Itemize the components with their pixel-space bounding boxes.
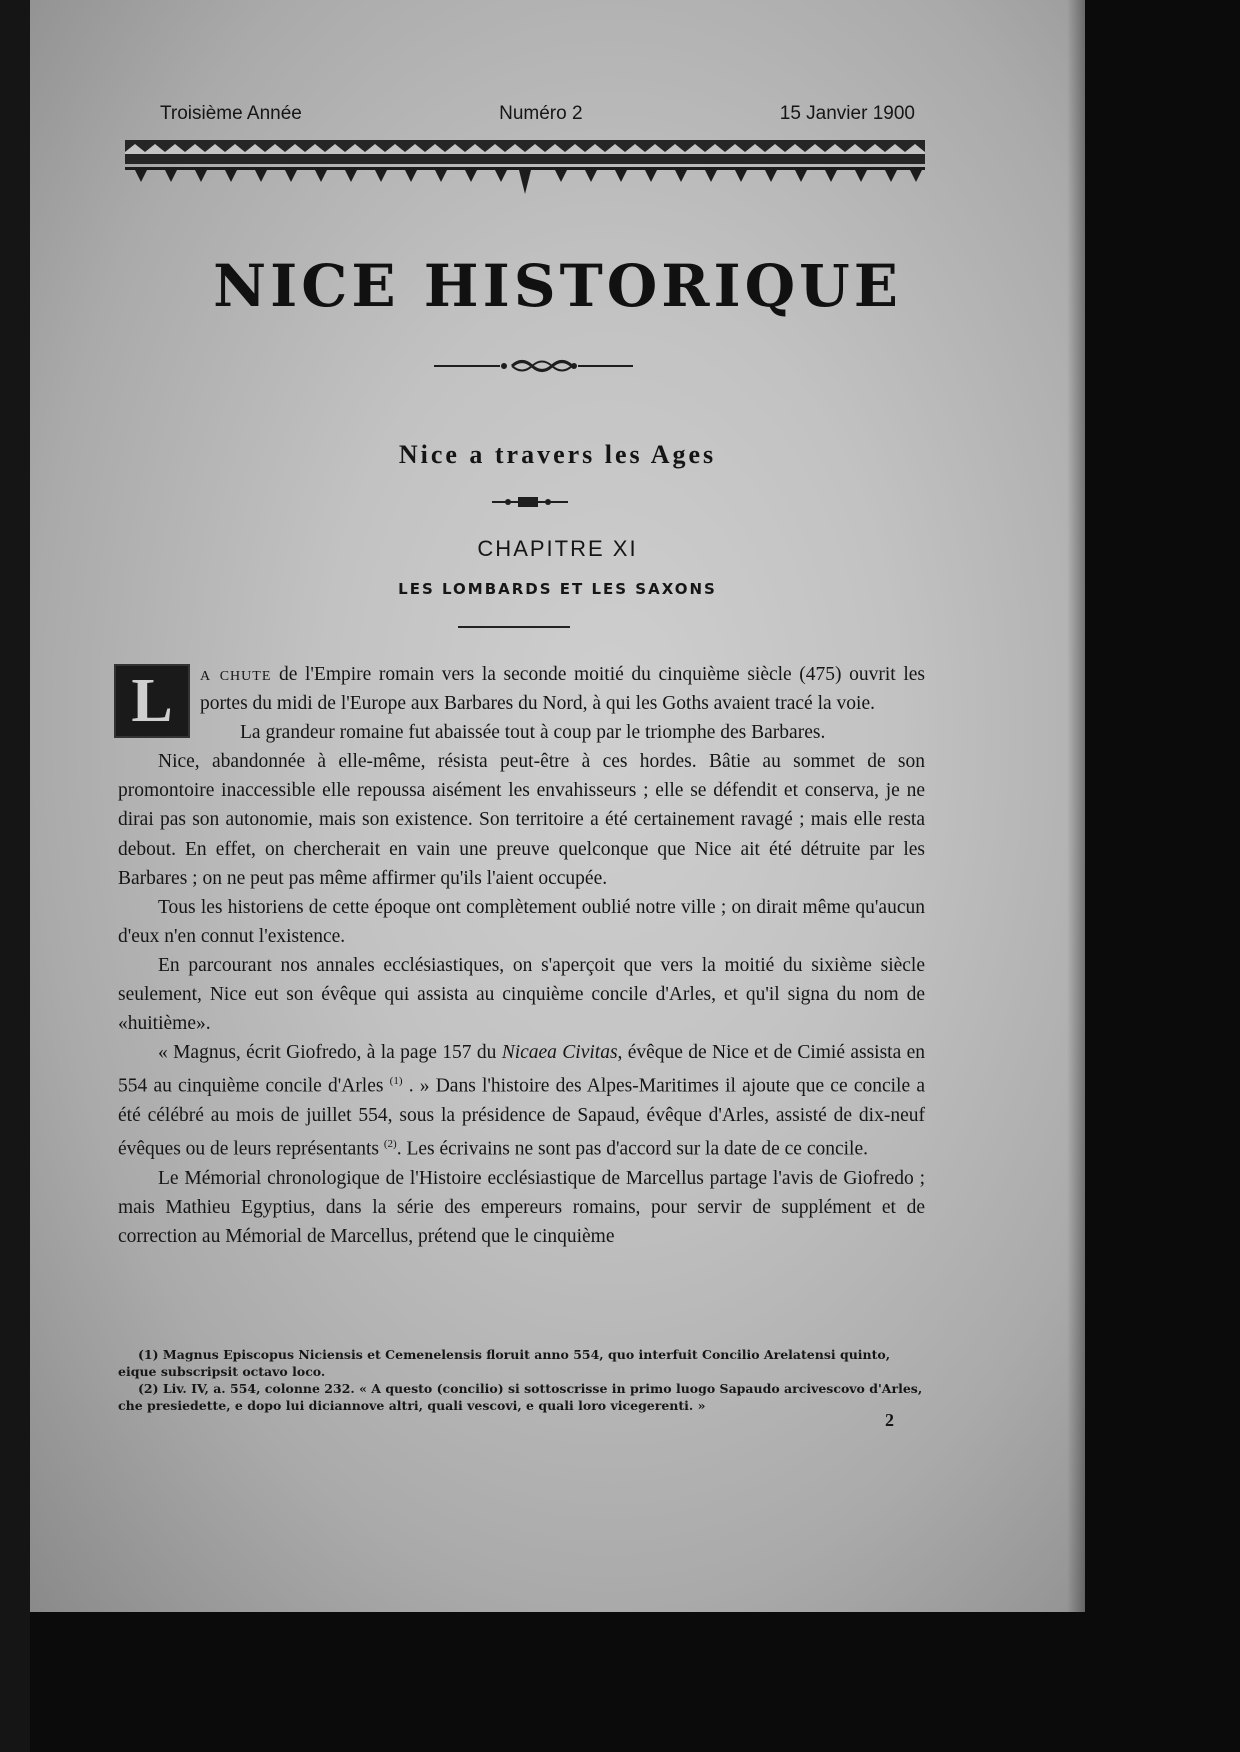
footnotes (118, 1346, 925, 1414)
header-year: Troisième Année (160, 103, 302, 124)
page-shadow (1067, 0, 1085, 1612)
paragraph: Tous les historiens de cette époque ont complètement oublié notre ville ; on dirait même qu'aucun d'eux n'en connut l'existence. (118, 896, 925, 947)
footnote: (1) Magnus Episcopus Niciensis et Cemenelensis floruit anno 554, quo interfuit Concilio Arelatensi quinto, eique subscripsit octavo loco. (118, 1347, 891, 1379)
paragraph: Le Mémorial chronologique de l'Histoire ecclésiastique de Marcellus partage l'avis de Giofredo ; mais Mathieu Egyptius, dans la série des empereurs romains, pour servir de supplément et de correction au Mémorial de Marcellus, prétend que le cinquième (118, 1167, 925, 1247)
running-header (160, 103, 915, 125)
paragraph-text: de l'Empire romain vers la seconde moitié du cinquième siècle (475) ouvrit les portes du midi de l'Europe aux Barbares du Nord, à qui les Goths avaient tracé la voie. (200, 664, 925, 715)
header-issue: Numéro 2 (499, 103, 583, 124)
paragraph-text: . Les écrivains ne sont pas d'accord sur la date de ce concile. (396, 1138, 869, 1160)
drop-cap: L (114, 664, 190, 738)
page-number: 2 (885, 1410, 894, 1430)
chapter-subtitle: LES LOMBARDS ET LES SAXONS (398, 580, 717, 598)
footnote-ref: (2) (383, 1138, 397, 1150)
header-date: 15 Janvier 1900 (779, 103, 915, 124)
printed-page (30, 0, 1085, 1612)
rule (458, 626, 570, 628)
small-divider (30, 494, 1085, 510)
book-title: Nicaea Civitas (501, 1042, 618, 1064)
footnote-ref: (1) (389, 1075, 403, 1088)
footnote: (2) Liv. IV, a. 554, colonne 232. « A questo (concilio) si sottoscrisse in primo luogo Sapaudo arcivescovo d'Arles, che presiedette, e dopo lui diciannove altri, quali vescovi, e quali loro vicegerenti. » (118, 1381, 923, 1413)
scan-border (0, 0, 30, 1752)
flourish-divider (30, 356, 1085, 376)
lead-in: a chute (200, 664, 272, 685)
paragraph-text: , évêque de Nice et de Cimié assista en 554 au cinquième concile d'Arles (118, 1042, 925, 1097)
paragraph-text: « Magnus, écrit Giofredo, à la page 157 du (158, 1042, 502, 1064)
ornamental-border (125, 140, 925, 198)
article-body (118, 660, 925, 1251)
paragraph-text: . » Dans l'histoire des Alpes-Maritimes il ajoute que ce concile a été célébré au mois de juillet 554, sous la présidence de Sapaud, évêque d'Arles, assisté de dix-neuf évêques ou de leurs représentants (118, 1075, 925, 1160)
paragraph: En parcourant nos annales ecclésiastiques, on s'aperçoit que vers la moitié du sixième siècle seulement, Nice eut son évêque qui assista au cinquième concile d'Arles, et qu'il signa du nom de «huitième». (118, 954, 925, 1035)
masthead-title: NICE HISTORIQUE (213, 252, 902, 320)
paragraph: Nice, abandonnée à elle-même, résista peut-être à ces hordes. Bâtie au sommet de son promontoire inaccessible elle repoussa aisément les envahisseurs ; elle se défendit et conserva, je ne dirai pas son autonomie, mais son existence. Son territoire a été certainement ravagé ; mais elle resta debout. En effet, on chercherait en vain une preuve quelconque que Nice ait été détruite par les Barbares ; on ne peut pas même affirmer qu'ils l'aient occupée. (118, 751, 925, 889)
section-rubric: Nice a travers les Ages (398, 440, 717, 469)
chapter-heading: CHAPITRE XI (477, 536, 638, 561)
paragraph (118, 1038, 925, 1163)
paragraph: La grandeur romaine fut abaissée tout à coup par le triomphe des Barbares. (240, 722, 826, 744)
